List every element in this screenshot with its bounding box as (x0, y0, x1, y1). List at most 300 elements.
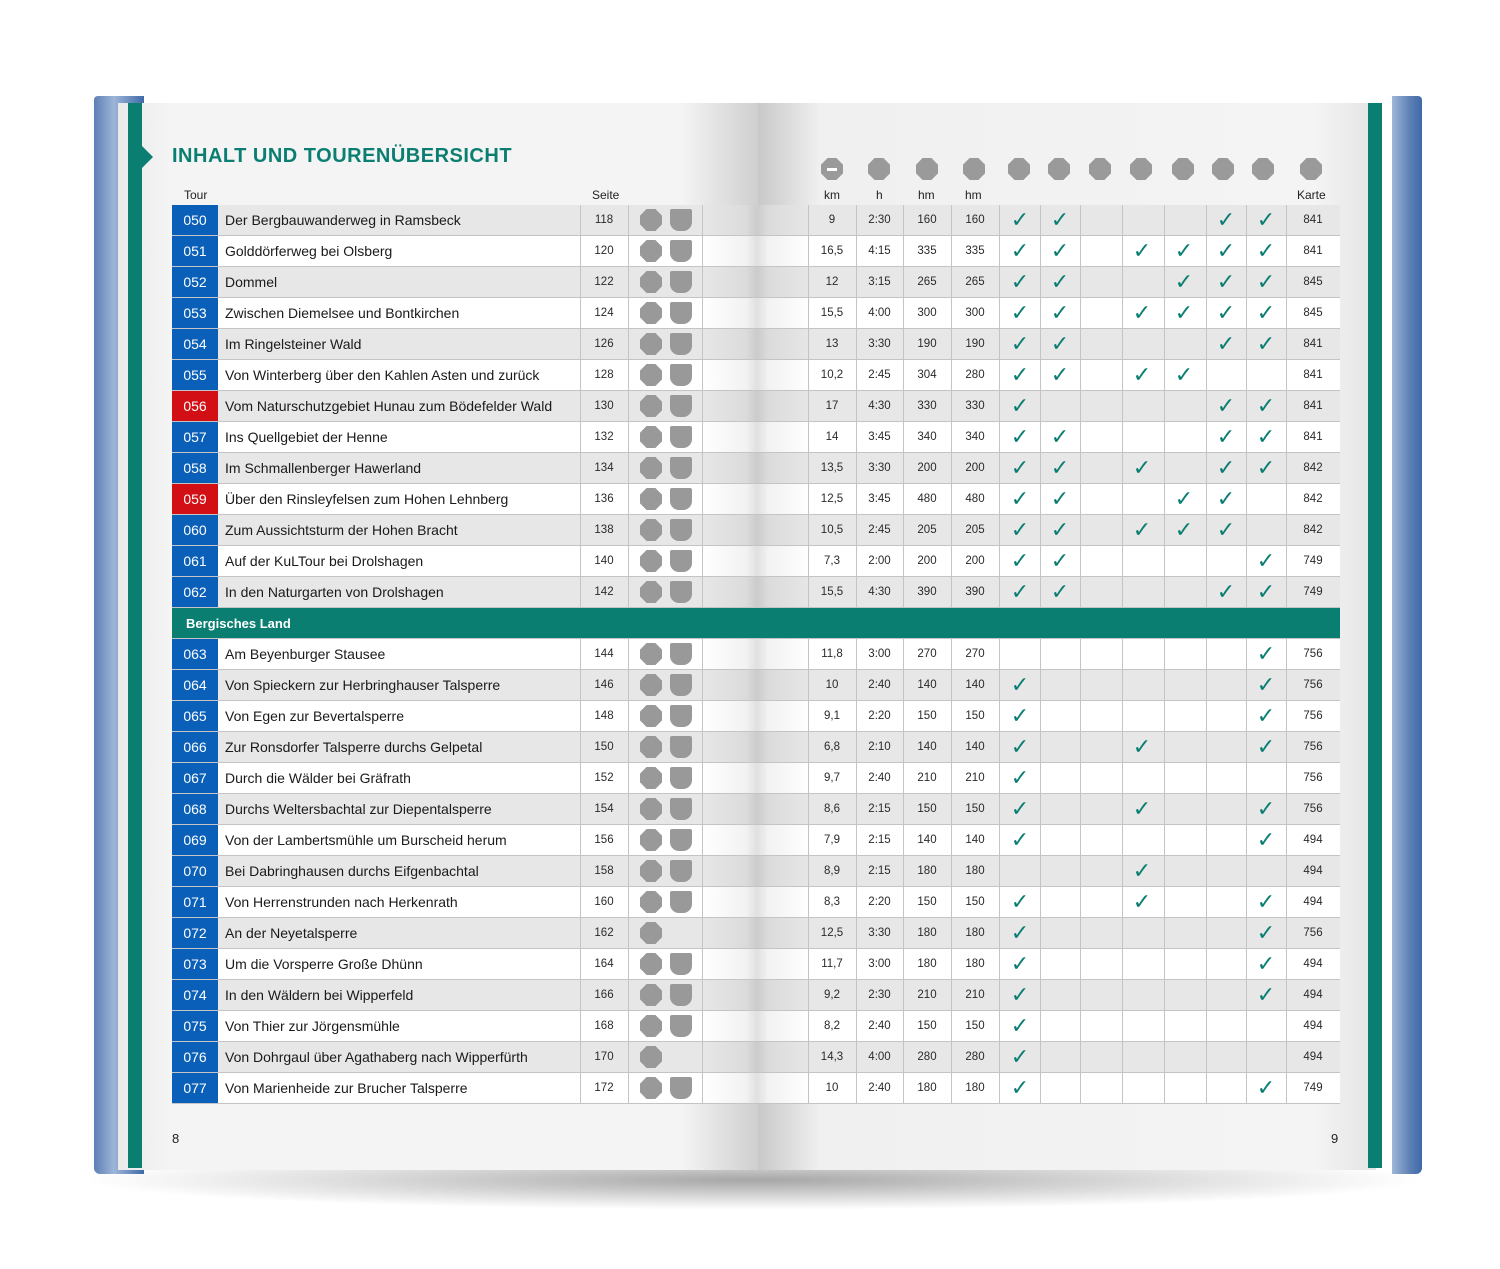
tour-number-badge: 070 (172, 856, 218, 886)
book-gutter (702, 1073, 812, 1103)
tour-map: 842 (1303, 493, 1323, 505)
tour-km: 11,8 (821, 648, 843, 660)
tour-map: 756 (1303, 679, 1323, 691)
tour-page: 166 (594, 989, 614, 1001)
column-divider (1040, 1011, 1041, 1041)
bus-icon (1212, 158, 1234, 180)
column-divider (1080, 577, 1081, 607)
tour-page: 168 (594, 1020, 614, 1032)
tour-name: Vom Naturschutzgebiet Hunau zum Bödefelder Wald (225, 398, 553, 414)
difficulty-icon (640, 860, 662, 882)
column-divider (628, 794, 629, 824)
check-mark-icon: ✓ (1256, 455, 1276, 480)
column-divider (1080, 329, 1081, 359)
table-row[interactable] (172, 763, 1340, 794)
terrain-icon (670, 209, 692, 231)
column-divider (1080, 887, 1081, 917)
tour-name: Zur Ronsdorfer Talsperre durchs Gelpetal (225, 739, 483, 755)
check-mark-icon: ✓ (1050, 362, 1070, 387)
table-row[interactable] (172, 949, 1340, 980)
tour-number-badge: 057 (172, 422, 218, 452)
column-divider (1246, 763, 1247, 793)
tour-ascent: 210 (917, 772, 937, 784)
tour-descent: 150 (965, 1020, 985, 1032)
difficulty-icon (640, 488, 662, 510)
tour-map: 842 (1303, 524, 1323, 536)
tour-map: 841 (1303, 338, 1323, 350)
tour-page: 144 (594, 648, 614, 660)
column-divider (1206, 546, 1207, 576)
tour-duration: 2:20 (868, 710, 891, 722)
tour-name: Von Herrenstrunden nach Herkenrath (225, 894, 458, 910)
column-divider (628, 763, 629, 793)
tour-descent: 280 (965, 369, 985, 381)
tour-descent: 180 (965, 1082, 985, 1094)
terrain-icon (670, 767, 692, 789)
check-mark-icon: ✓ (1216, 207, 1236, 232)
column-divider (1040, 639, 1041, 669)
column-divider (702, 670, 703, 700)
tour-map: 845 (1303, 276, 1323, 288)
column-divider (1206, 949, 1207, 979)
tour-number-badge: 056 (172, 391, 218, 421)
tour-map: 845 (1303, 307, 1323, 319)
column-divider (702, 763, 703, 793)
table-row[interactable] (172, 329, 1340, 360)
difficulty-icon (640, 364, 662, 386)
column-divider (1206, 825, 1207, 855)
tour-number-badge: 052 (172, 267, 218, 297)
check-mark-icon: ✓ (1050, 455, 1070, 480)
book-gutter (702, 918, 812, 948)
table-row[interactable] (172, 546, 1340, 577)
difficulty-icon (640, 767, 662, 789)
check-mark-icon: ✓ (1256, 1075, 1276, 1100)
table-row[interactable] (172, 267, 1340, 298)
column-divider (628, 732, 629, 762)
tour-number-badge: 075 (172, 1011, 218, 1041)
column-divider (1040, 391, 1041, 421)
check-mark-icon: ✓ (1132, 455, 1152, 480)
column-divider (628, 515, 629, 545)
check-mark-icon: ✓ (1256, 734, 1276, 759)
tour-duration: 2:45 (868, 524, 891, 536)
tour-number-badge: 077 (172, 1073, 218, 1103)
column-divider (1040, 1042, 1041, 1072)
column-divider (1206, 856, 1207, 886)
terrain-icon (670, 860, 692, 882)
table-row[interactable] (172, 391, 1340, 422)
table-row[interactable] (172, 670, 1340, 701)
tour-km: 15,5 (820, 586, 844, 598)
tour-descent: 210 (965, 772, 985, 784)
tour-km: 8,9 (824, 865, 840, 877)
column-divider (1164, 825, 1165, 855)
book-gutter (702, 360, 812, 390)
column-divider (628, 701, 629, 731)
tour-map: 756 (1303, 710, 1323, 722)
column-divider (628, 980, 629, 1010)
book-gutter (702, 205, 812, 235)
table-row[interactable] (172, 453, 1340, 484)
tour-name: Im Ringelsteiner Wald (225, 336, 362, 352)
tour-ascent: 200 (917, 462, 937, 474)
tour-number-badge: 072 (172, 918, 218, 948)
table-row[interactable] (172, 639, 1340, 670)
column-divider (1040, 918, 1041, 948)
tour-name: Ins Quellgebiet der Henne (225, 429, 388, 445)
tour-duration: 4:00 (868, 307, 891, 319)
difficulty-icon (640, 736, 662, 758)
column-divider (1164, 1073, 1165, 1103)
check-mark-icon: ✓ (1050, 424, 1070, 449)
tour-map: 749 (1303, 555, 1323, 567)
column-divider (1040, 763, 1041, 793)
tour-duration: 2:10 (868, 741, 891, 753)
column-divider (702, 639, 703, 669)
tour-number-badge: 063 (172, 639, 218, 669)
column-divider (999, 856, 1000, 886)
column-divider (702, 856, 703, 886)
column-divider (702, 546, 703, 576)
tour-duration: 4:00 (868, 1051, 891, 1063)
tour-duration: 3:00 (868, 958, 891, 970)
table-row[interactable] (172, 515, 1340, 546)
terrain-icon (670, 798, 692, 820)
difficulty-icon (640, 426, 662, 448)
table-row[interactable] (172, 701, 1340, 732)
check-mark-icon: ✓ (1010, 207, 1030, 232)
tour-page: 172 (594, 1082, 614, 1094)
tour-name: Zwischen Diemelsee und Bontkirchen (225, 305, 460, 321)
tour-km: 7,9 (824, 834, 840, 846)
tour-ascent: 480 (917, 493, 937, 505)
tour-map: 756 (1303, 927, 1323, 939)
table-row[interactable] (172, 1073, 1340, 1104)
check-mark-icon: ✓ (1010, 517, 1030, 542)
column-divider (628, 639, 629, 669)
column-divider (628, 577, 629, 607)
check-mark-icon: ✓ (1174, 362, 1194, 387)
tour-name: Golddörferweg bei Olsberg (225, 243, 393, 259)
column-divider (702, 918, 703, 948)
tour-duration: 3:45 (868, 493, 891, 505)
tour-name: Durchs Weltersbachtal zur Diepentalsperre (225, 801, 492, 817)
tour-descent: 150 (965, 803, 985, 815)
check-mark-icon: ✓ (1256, 300, 1276, 325)
check-mark-icon: ✓ (1256, 703, 1276, 728)
check-mark-icon: ✓ (1256, 238, 1276, 263)
column-divider (1080, 732, 1081, 762)
book-gutter (702, 1042, 812, 1072)
page-title: INHALT UND TOURENÜBERSICHT (172, 145, 513, 167)
difficulty-icon (640, 984, 662, 1006)
tour-page: 152 (594, 772, 614, 784)
tour-number-badge: 068 (172, 794, 218, 824)
terrain-icon (670, 302, 692, 324)
column-divider (1080, 670, 1081, 700)
tour-ascent: 190 (917, 338, 937, 350)
column-divider (1164, 918, 1165, 948)
column-divider (1040, 949, 1041, 979)
tour-name: Von Winterberg über den Kahlen Asten und zurück (225, 367, 540, 383)
tour-name: Der Bergbauwanderweg in Ramsbeck (225, 212, 461, 228)
table-row[interactable] (172, 980, 1340, 1011)
tour-page: 158 (594, 865, 614, 877)
tour-page: 140 (594, 555, 614, 567)
column-divider (702, 329, 703, 359)
column-divider (702, 949, 703, 979)
check-mark-icon: ✓ (1256, 982, 1276, 1007)
column-divider (1122, 1073, 1123, 1103)
tour-descent: 150 (965, 710, 985, 722)
terrain-icon (670, 457, 692, 479)
table-row[interactable] (172, 236, 1340, 267)
tour-ascent: 180 (917, 1082, 937, 1094)
check-mark-icon: ✓ (1256, 269, 1276, 294)
book-gutter (702, 980, 812, 1010)
table-row[interactable] (172, 856, 1340, 887)
tour-number-badge: 059 (172, 484, 218, 514)
tour-descent: 180 (965, 927, 985, 939)
column-divider (1164, 794, 1165, 824)
table-row[interactable] (172, 1042, 1340, 1073)
tour-ascent: 300 (917, 307, 937, 319)
check-mark-icon: ✓ (1050, 300, 1070, 325)
tour-number-badge: 076 (172, 1042, 218, 1072)
tour-ascent: 270 (917, 648, 937, 660)
table-row[interactable] (172, 360, 1340, 391)
check-mark-icon: ✓ (1010, 548, 1030, 573)
tour-descent: 140 (965, 834, 985, 846)
tour-number-badge: 055 (172, 360, 218, 390)
table-row[interactable] (172, 825, 1340, 856)
column-divider (1040, 887, 1041, 917)
difficulty-icon (640, 829, 662, 851)
page-number-left: 8 (172, 1131, 180, 1146)
check-mark-icon: ✓ (1256, 393, 1276, 418)
terrain-icon (670, 488, 692, 510)
terrain-icon (670, 674, 692, 696)
tour-map: 842 (1303, 462, 1323, 474)
check-mark-icon: ✓ (1216, 393, 1236, 418)
column-divider (702, 1042, 703, 1072)
difficulty-icon (640, 395, 662, 417)
column-divider (628, 236, 629, 266)
swimming-icon (1089, 158, 1111, 180)
table-row[interactable] (172, 794, 1340, 825)
header-h: h (876, 188, 883, 202)
tour-km: 10 (825, 1082, 839, 1094)
tour-name: In den Wäldern bei Wipperfeld (225, 987, 414, 1003)
tour-name: Von Spieckern zur Herbringhauser Talsperre (225, 677, 501, 693)
tour-map: 756 (1303, 648, 1323, 660)
tour-duration: 3:30 (868, 927, 891, 939)
tour-ascent: 140 (917, 741, 937, 753)
tour-page: 136 (594, 493, 614, 505)
tour-number-badge: 069 (172, 825, 218, 855)
column-divider (1206, 701, 1207, 731)
column-divider (702, 205, 703, 235)
tour-page: 154 (594, 803, 614, 815)
tour-number-badge: 053 (172, 298, 218, 328)
header-tour: Tour (184, 188, 208, 202)
tour-number-badge: 074 (172, 980, 218, 1010)
table-row[interactable] (172, 298, 1340, 329)
column-divider (1164, 329, 1165, 359)
terrain-icon (670, 426, 692, 448)
tour-descent: 330 (965, 400, 985, 412)
column-divider (628, 949, 629, 979)
column-divider (1122, 1042, 1123, 1072)
tour-page: 118 (594, 214, 614, 226)
tour-number-badge: 071 (172, 887, 218, 917)
terrain-icon (670, 581, 692, 603)
tour-ascent: 280 (917, 1051, 937, 1063)
column-divider (1122, 825, 1123, 855)
tour-name: Über den Rinsleyfelsen zum Hohen Lehnberg (225, 491, 509, 507)
column-divider (1080, 546, 1081, 576)
tour-number-badge: 058 (172, 453, 218, 483)
tour-map: 756 (1303, 741, 1323, 753)
tour-duration: 2:30 (868, 989, 891, 1001)
check-mark-icon: ✓ (1050, 207, 1070, 232)
column-divider (1040, 701, 1041, 731)
tour-duration: 2:15 (868, 834, 891, 846)
table-row[interactable] (172, 1011, 1340, 1042)
tour-descent: 140 (965, 741, 985, 753)
check-mark-icon: ✓ (1216, 517, 1236, 542)
table-row[interactable] (172, 205, 1340, 236)
terrain-icon (670, 705, 692, 727)
check-mark-icon: ✓ (1010, 331, 1030, 356)
check-mark-icon: ✓ (1050, 238, 1070, 263)
check-mark-icon: ✓ (1010, 951, 1030, 976)
book-gutter (702, 794, 812, 824)
column-divider (1206, 918, 1207, 948)
column-divider (1040, 1073, 1041, 1103)
column-divider (1080, 639, 1081, 669)
table-row[interactable] (172, 577, 1340, 608)
difficulty-icon (640, 705, 662, 727)
map-icon (1300, 158, 1322, 180)
column-divider (702, 887, 703, 917)
tour-km: 13 (825, 338, 839, 350)
tour-number-badge: 054 (172, 329, 218, 359)
table-row[interactable] (172, 732, 1340, 763)
column-divider (1164, 546, 1165, 576)
table-row[interactable] (172, 484, 1340, 515)
tour-ascent: 150 (917, 1020, 937, 1032)
tour-map: 756 (1303, 772, 1323, 784)
book-gutter (702, 701, 812, 731)
column-divider (1246, 856, 1247, 886)
column-divider (1080, 1073, 1081, 1103)
tour-ascent: 340 (917, 431, 937, 443)
tour-name: Von der Lambertsmühle um Burscheid herum (225, 832, 507, 848)
check-mark-icon: ✓ (1256, 672, 1276, 697)
check-mark-icon: ✓ (1256, 951, 1276, 976)
tour-name: In den Naturgarten von Drolshagen (225, 584, 444, 600)
tour-page: 148 (594, 710, 614, 722)
tour-ascent: 200 (917, 555, 937, 567)
difficulty-icon (640, 798, 662, 820)
table-row[interactable] (172, 918, 1340, 949)
restaurant-icon (1048, 158, 1070, 180)
column-divider (1164, 577, 1165, 607)
difficulty-icon (640, 333, 662, 355)
column-divider (702, 422, 703, 452)
tour-map: 494 (1303, 865, 1323, 877)
book-gutter (702, 484, 812, 514)
tour-km: 15,5 (820, 307, 844, 319)
check-mark-icon: ✓ (1256, 796, 1276, 821)
tour-map: 756 (1303, 803, 1323, 815)
table-row[interactable] (172, 422, 1340, 453)
column-divider (628, 1011, 629, 1041)
check-mark-icon: ✓ (1216, 331, 1236, 356)
column-divider (1080, 391, 1081, 421)
check-mark-icon: ✓ (1010, 424, 1030, 449)
tour-number-badge: 061 (172, 546, 218, 576)
tour-ascent: 160 (917, 214, 937, 226)
column-divider (1080, 794, 1081, 824)
tour-ascent: 150 (917, 896, 937, 908)
terrain-icon (670, 1077, 692, 1099)
tour-page: 128 (594, 369, 614, 381)
check-mark-icon: ✓ (1010, 982, 1030, 1007)
table-row[interactable] (172, 887, 1340, 918)
tour-duration: 2:00 (868, 555, 891, 567)
tour-name: Auf der KuLTour bei Drolshagen (225, 553, 424, 569)
check-mark-icon: ✓ (1216, 486, 1236, 511)
column-divider (628, 391, 629, 421)
tour-duration: 4:15 (868, 245, 891, 257)
tour-km: 11,7 (821, 958, 843, 970)
tour-name: Von Thier zur Jörgensmühle (225, 1018, 400, 1034)
tour-ascent: 330 (917, 400, 937, 412)
difficulty-icon (640, 953, 662, 975)
teal-edge-left (128, 103, 142, 1168)
check-mark-icon: ✓ (1174, 238, 1194, 263)
check-mark-icon: ✓ (1216, 455, 1236, 480)
tour-descent: 265 (965, 276, 985, 288)
check-mark-icon: ✓ (1010, 827, 1030, 852)
book-gutter (702, 422, 812, 452)
tour-map: 749 (1303, 1082, 1323, 1094)
column-divider (702, 267, 703, 297)
tour-name: Von Dohrgaul über Agathaberg nach Wipperfürth (225, 1049, 528, 1065)
book-cover-right (1392, 96, 1422, 1174)
difficulty-icon (640, 302, 662, 324)
teal-edge-right (1368, 103, 1382, 1168)
column-divider (1206, 763, 1207, 793)
check-mark-icon: ✓ (1010, 765, 1030, 790)
column-divider (702, 794, 703, 824)
tour-duration: 2:15 (868, 865, 891, 877)
column-divider (1164, 980, 1165, 1010)
column-divider (1164, 732, 1165, 762)
check-mark-icon: ✓ (1010, 703, 1030, 728)
column-divider (702, 484, 703, 514)
book-gutter (702, 732, 812, 762)
tour-page: 146 (594, 679, 614, 691)
check-mark-icon: ✓ (1256, 424, 1276, 449)
header-hm-down: hm (965, 188, 982, 202)
terrain-icon (670, 395, 692, 417)
column-divider (1164, 887, 1165, 917)
column-divider (628, 360, 629, 390)
